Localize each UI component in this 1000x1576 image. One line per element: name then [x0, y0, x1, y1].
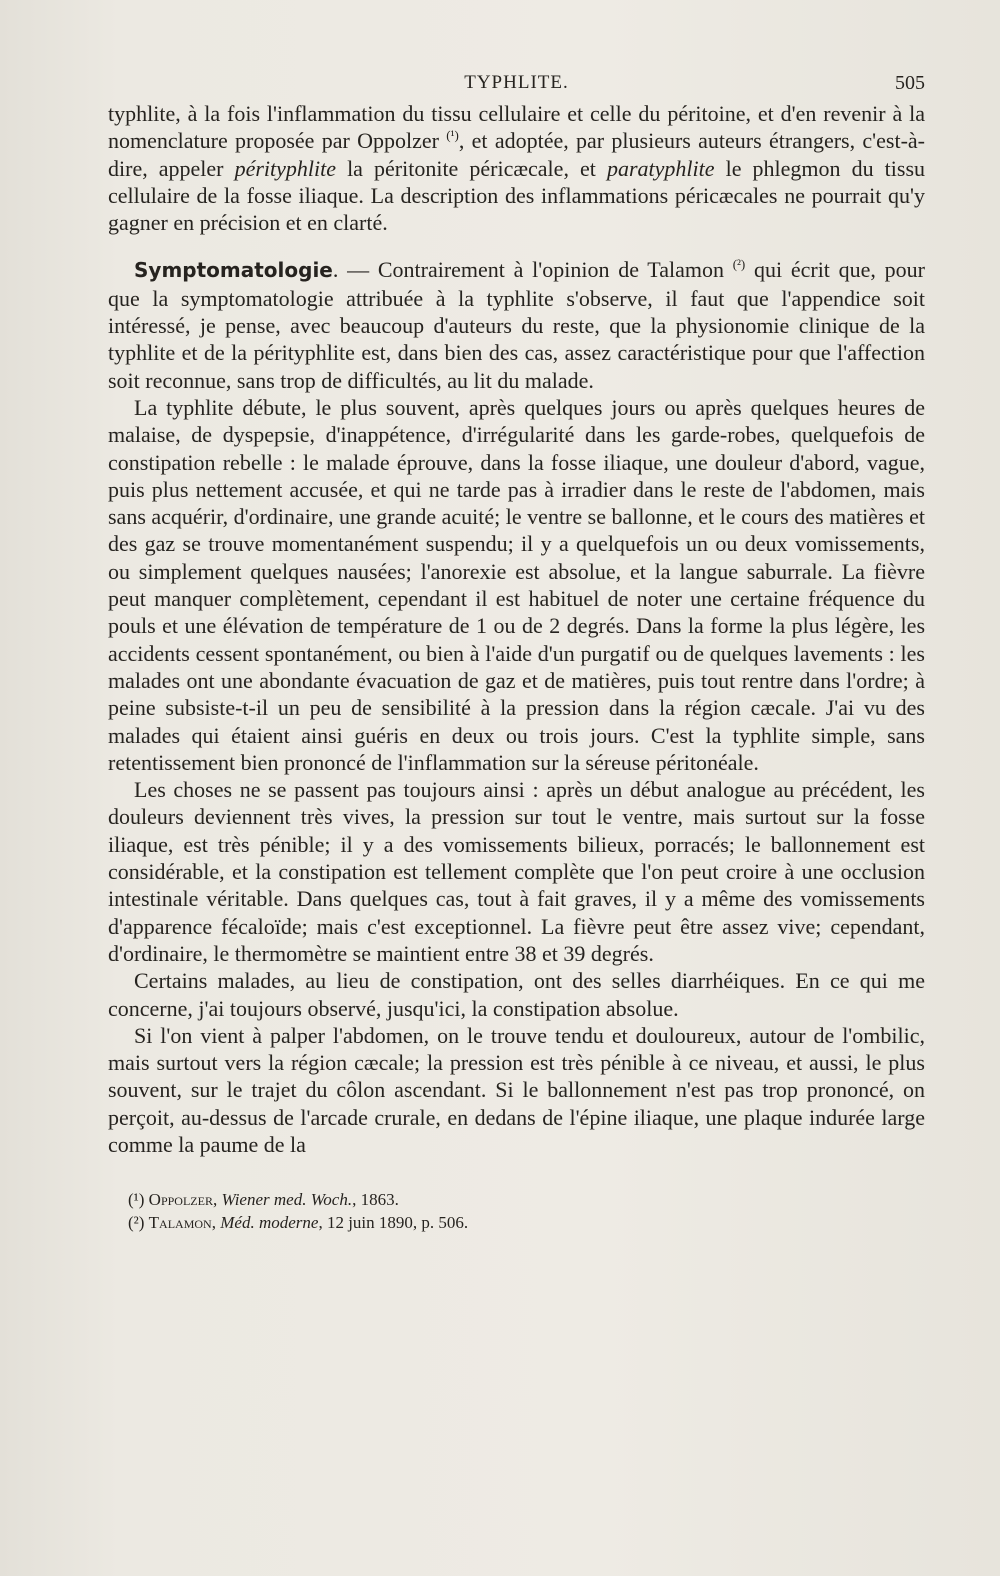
footnote-details: , 1863. — [352, 1190, 399, 1210]
text-run: typhlite, à la fois l'inflammation du tissu cellulaire et celle du péritoine, et d'en revenir à la nomenclature proposée par Oppolzer — [108, 101, 925, 154]
paragraph-symptomatologie — [108, 256, 925, 393]
paragraph-continuation — [108, 100, 925, 236]
footnote-details: , 12 juin 1890, p. 506. — [318, 1213, 469, 1233]
text-run: qui écrit que, pour que la symptomatologie attribuée à la typhlite s'observe, il faut que l'appendice soit intéressé, je pense, avec beaucoup d'auteurs du reste, que la physionomie clinique de la typhlite et de la pérityphlite est, dans bien des cas, assez caractéristique pour que l'affection soit reconnue, sans trop de difficultés, au lit du malade. — [108, 257, 925, 393]
paragraph: Si l'on vient à palper l'abdomen, on le trouve tendu et douloureux, autour de l'ombilic, mais surtout vers la région cæcale; la pression est très pénible à ce niveau, et aussi, le plus souvent, sur le trajet du côlon ascendant. Si le ballonnement n'est pas trop prononcé, on perçoit, au-dessus de l'arcade crurale, en dedans de l'épine iliaque, une plaque indurée large comme la paume de la — [108, 1022, 925, 1157]
footnote-ref-1: (¹) — [446, 127, 459, 143]
footnote-source: Wiener med. Woch. — [221, 1190, 353, 1210]
footnote-ref-2: (²) — [732, 257, 746, 273]
body-text — [108, 100, 925, 1158]
text-run: . — Contrairement à l'opinion de Talamon — [332, 257, 733, 283]
paragraph: Les choses ne se passent pas toujours ainsi : après un début analogue au précédent, les douleurs deviennent très vives, la pression sur tout le ventre, mais surtout sur la fosse iliaque, est très pénible; il y a des vomissements bilieux, porracés; le ballonnement est considérable, et la constipation est tellement complète que l'on peut croire à une occlusion intestinale véritable. Dans quelques cas, tout à fait graves, il y a même des vomissements d'apparence fécaloïde; mais c'est exceptionnel. La fièvre peut être assez vive; cependant, d'ordinaire, le thermomètre se maintient entre 38 et 39 degrés. — [108, 777, 925, 966]
running-header — [108, 72, 925, 100]
footnote-1: (¹) Oppolzer, Wiener med. Woch., 1863. — [128, 1190, 399, 1210]
section-heading: Symptomatologie — [134, 258, 333, 283]
footnote-2: (²) Talamon, Méd. moderne, 12 juin 1890, p. 506. — [128, 1213, 469, 1233]
paragraph: La typhlite débute, le plus souvent, après quelques jours ou après quelques heures de malaise, de dyspepsie, d'inappétence, d'irrégularité dans les garde-robes, quelquefois de constipation rebelle : le malade éprouve, dans la fosse iliaque, une douleur d'abord, vague, puis plus nettement accusée, et qui ne tarde pas à irradier dans le reste de l'abdomen, mais sans acquérir, d'ordinaire, une grande acuité; le ventre se ballonne, et le cours des matières et des gaz se trouve momentanément suspendu; il y a quelquefois un ou deux vomissements, ou simplement quelques nausées; l'anorexie est absolue, et la langue saburrale. La fièvre peut manquer complètement, cependant il est habituel de noter une certaine fréquence du pouls et une élévation de température de 1 ou de 2 degrés. Dans la forme la plus légère, les accidents cessent spontanément, ou bien à l'aide d'un purgatif ou de quelques lavements : les malades ont une abondante évacuation de gaz et de matières, puis tout rentre dans l'ordre; à peine subsiste-t-il un peu de sensibilité à la pression dans la région cæcale. J'ai vu des malades qui étaient ainsi guéris en deux ou trois jours. C'est la typhlite simple, sans retentissement bien prononcé de l'inflammation sur la séreuse péritonéale. — [108, 394, 925, 775]
footnote-mark: (¹) — [128, 1190, 145, 1210]
text-run: la péritonite péricæcale, et — [336, 155, 607, 181]
paragraph: Certains malades, au lieu de constipation, ont des selles diarrhéiques. En ce qui me concerne, j'ai toujours observé, jusqu'ici, la constipation absolue. — [108, 968, 925, 1021]
running-title: TYPHLITE. — [464, 72, 569, 93]
text-run: le phlegmon du tissu cellulaire de la fosse iliaque. La description des inflammations péricæcales ne pourrait qu'y gagner en précision et en clarté. — [108, 155, 926, 236]
footnote-mark: (²) — [128, 1213, 145, 1233]
text-run: , et adoptée, par plusieurs auteurs étrangers, c'est-à-dire, appeler — [108, 128, 926, 181]
page-number: 505 — [895, 72, 925, 94]
footnotes — [108, 1188, 925, 1234]
term-perityphlite: pérityphlite — [234, 155, 336, 181]
footnote-author: Talamon — [148, 1213, 212, 1233]
term-paratyphlite: paratyphlite — [606, 155, 715, 181]
footnote-author: Oppolzer — [148, 1190, 213, 1210]
footnote-source: Méd. moderne — [220, 1213, 319, 1233]
